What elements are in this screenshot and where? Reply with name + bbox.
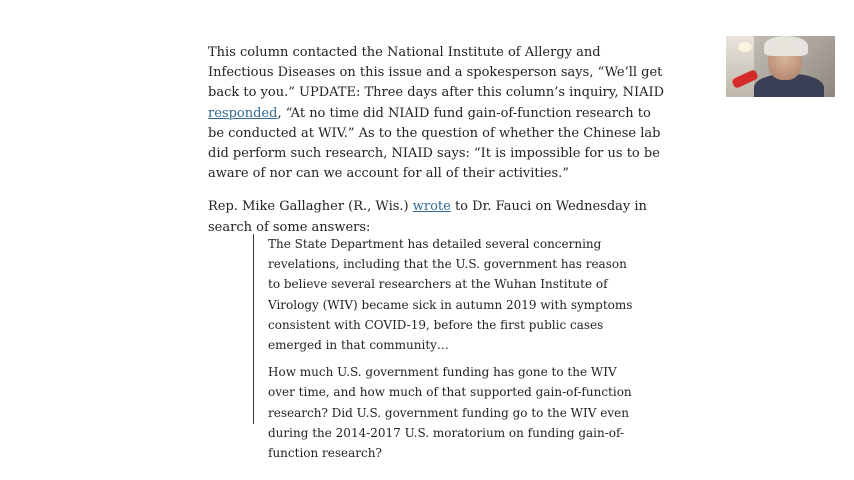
paragraph-text: This column contacted the National Institute of Allergy and Infectious Diseases on this issue and a spokesperson says, “We’ll get back to you.” UPDATE: Three days after this column’s inquiry, NIAID: [208, 45, 665, 101]
responded-link[interactable]: responded: [208, 105, 278, 121]
wrote-link[interactable]: wrote: [412, 199, 451, 215]
paragraph-text: , “At no time did NIAID fund gain-of-function research to be conducted at WIV.” As to the question of whether the Chinese lab did perform such research, NIAID says: “It is impossible for us to be aware of nor can we account for all of their activities.”: [208, 105, 661, 182]
paragraph-text: to Dr. Fauci on Wednesday in search of some answers:: [208, 199, 647, 235]
paragraph-text: Rep. Mike Gallagher (R., Wis.): [208, 199, 413, 215]
webcam-person-hair: [764, 36, 808, 56]
article-paragraph-gallagher: [208, 197, 670, 237]
blockquote-paragraph-state-department: The State Department has detailed several concerning revelations, including that the U.S. government has reason to believe several researchers at the Wuhan Institute of Virology (WIV) became sick in autumn 2019 with symptoms consistent with COVID-19, before the first public cases emerged in that community…: [268, 237, 633, 353]
webcam-lamp: [738, 42, 752, 52]
webcam-overlay: [726, 36, 835, 97]
blockquote: [253, 234, 633, 461]
article-body: [208, 43, 670, 238]
blockquote-paragraph-funding-questions: How much U.S. government funding has gone to the WIV over time, and how much of that supported gain-of-function research? Did U.S. government funding go to the WIV even during the 2014-2017 U.S. moratorium on funding gain-of-function research?: [268, 365, 632, 461]
article-paragraph-niaid: [208, 43, 670, 184]
